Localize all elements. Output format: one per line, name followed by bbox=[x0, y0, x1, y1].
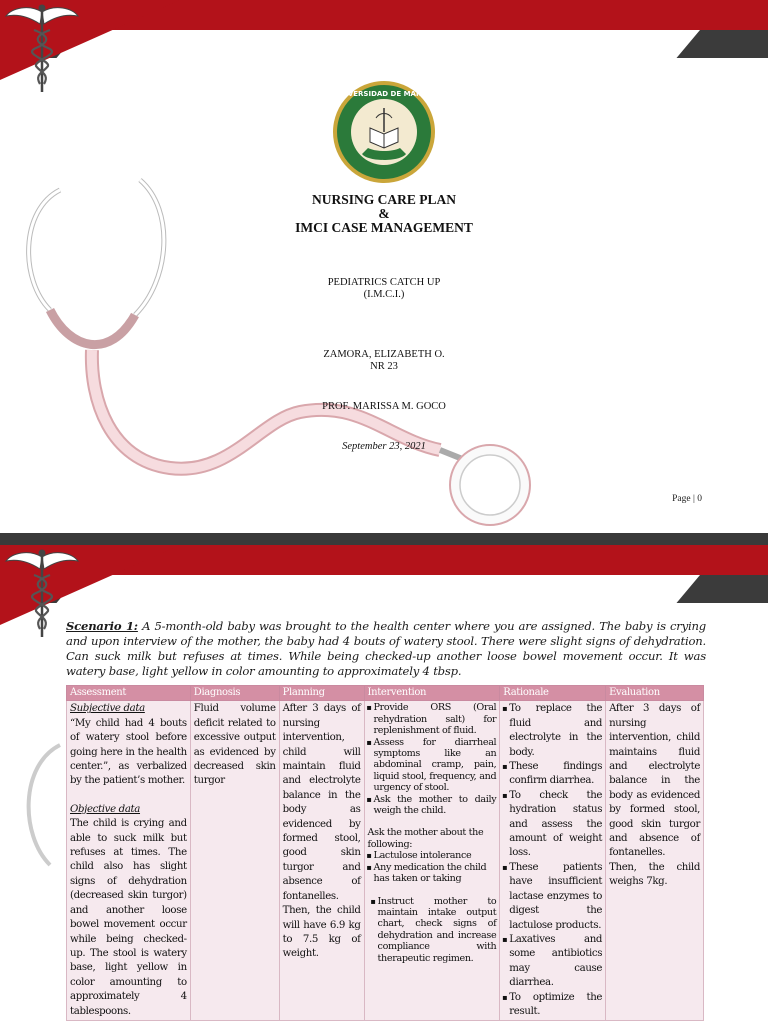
scenario-label: Scenario 1: bbox=[66, 619, 138, 633]
intervention-ask: Ask the mother about the following: bbox=[367, 827, 484, 850]
intervention-cell bbox=[364, 701, 500, 1021]
list-item: ▪ To replace the fluid and electrolyte in the body. bbox=[503, 702, 602, 760]
subjective-text: “My child had 4 bouts of watery stool before going here in the health center.”, as verbalized by the patient’s mother. bbox=[70, 717, 187, 787]
professor-name: PROF. MARISSA M. GOCO bbox=[322, 401, 446, 412]
assessment-cell bbox=[67, 701, 191, 1021]
list-item: ▪ These patients have insufficient lactase enzymes to digest the lactulose products. bbox=[503, 861, 602, 933]
list-item: ▪ To check the hydration status and assess the amount of weight loss. bbox=[503, 789, 602, 861]
stethoscope-icon bbox=[0, 735, 70, 935]
list-item: ▪ Assess for diarrheal symptoms like an abdominal cramp, pain, liquid stool, frequency, and urgency of stool. bbox=[368, 737, 497, 794]
student-name: ZAMORA, ELIZABETH O. bbox=[323, 349, 445, 360]
diagnosis-cell: Fluid volume deficit related to excessive output as evidenced by decreased skin turgor bbox=[190, 701, 279, 1021]
planning-cell bbox=[279, 701, 364, 1021]
title-line-3: IMCI CASE MANAGEMENT bbox=[295, 220, 473, 235]
list-item: ▪ Any medication the child has taken or taking bbox=[368, 862, 497, 885]
intervention-ask-list bbox=[368, 850, 497, 884]
list-item: ▪ Instruct mother to maintain intake output chart, check signs of dehydration and increase compliance with therapeutic regimen. bbox=[372, 896, 497, 964]
scenario-text bbox=[66, 619, 706, 679]
student-block bbox=[0, 349, 768, 373]
title-line-1: NURSING CARE PLAN bbox=[311, 192, 456, 207]
header-intervention: Intervention bbox=[364, 686, 500, 701]
evaluation-cell bbox=[606, 701, 704, 1021]
header-diagnosis: Diagnosis bbox=[190, 686, 279, 701]
header-assessment: Assessment bbox=[67, 686, 191, 701]
university-seal-logo bbox=[332, 80, 436, 184]
planning-text-1: After 3 days of nursing intervention, child will maintain fluid and electrolyte balance in the body as evidenced by formed stool, good skin turgor and absence of fontanelles. bbox=[282, 703, 361, 902]
header-rationale: Rationale bbox=[500, 686, 606, 701]
evaluation-text-1: After 3 days of nursing intervention, child maintains fluid and electrolyte balance in the body as evidenced by formed stool, good skin turgor and absence of fontanelles. bbox=[609, 703, 700, 859]
list-item: ▪ Lactulose intolerance bbox=[368, 850, 497, 861]
title-line-2: & bbox=[378, 206, 390, 221]
subject-line-1: PEDIATRICS CATCH UP bbox=[327, 277, 441, 288]
intervention-instruct-list bbox=[368, 896, 497, 964]
header-planning: Planning bbox=[279, 686, 364, 701]
subjective-label: Subjective data bbox=[70, 703, 145, 715]
scenario-body: A 5-month-old baby was brought to the health center where you are assigned. The baby is crying and upon interview of the mother, the baby had 4 bouts of watery stool. There were slight signs of dehydration. Can suck milk but refuses at times. While being checked-up another loose bowel movement occur. It was watery base, light yellow in color amounting to approximately 4 tbsp. bbox=[66, 619, 706, 678]
student-section: NR 23 bbox=[370, 361, 398, 372]
planning-text-2: Then, the child will have 6.9 kg to 7.5 kg of weight. bbox=[282, 905, 361, 960]
list-item: ▪ Laxatives and some antibiotics may cause diarrhea. bbox=[503, 933, 602, 991]
objective-text: The child is crying and able to suck milk but refuses at times. The child also has slight signs of dehydration (decreased skin turgor) and another loose bowel movement occur while being checked-up. The stool is watery base, light yellow in color amounting to approximately 4 tablespoons. bbox=[70, 818, 187, 1017]
table-header-row bbox=[67, 686, 704, 701]
page-number: Page | 0 bbox=[672, 494, 702, 504]
evaluation-text-2: Then, the child weighs 7kg. bbox=[609, 861, 700, 888]
document-date: September 23, 2021 bbox=[342, 441, 426, 452]
list-item: ▪ Ask the mother to daily weigh the child. bbox=[368, 794, 497, 817]
intervention-list bbox=[368, 702, 497, 816]
rationale-cell bbox=[500, 701, 606, 1021]
subject-line-2: (I.M.C.I.) bbox=[363, 289, 405, 300]
list-item: ▪ To optimize the result. bbox=[503, 991, 602, 1020]
rationale-list bbox=[503, 702, 602, 1019]
objective-label: Objective data bbox=[70, 803, 141, 815]
list-item: ▪ These findings confirm diarrhea. bbox=[503, 760, 602, 789]
table-row bbox=[67, 701, 704, 1021]
svg-text:UNIVERSIDAD DE MANILA: UNIVERSIDAD DE MANILA bbox=[333, 90, 435, 98]
subject-block bbox=[0, 277, 768, 301]
list-item: ▪ Provide ORS (Oral rehydration salt) for replenishment of fluid. bbox=[368, 702, 497, 736]
nursing-care-plan-table bbox=[66, 685, 704, 1021]
document-title bbox=[0, 193, 768, 235]
header-evaluation: Evaluation bbox=[606, 686, 704, 701]
caduceus-icon bbox=[4, 2, 80, 94]
